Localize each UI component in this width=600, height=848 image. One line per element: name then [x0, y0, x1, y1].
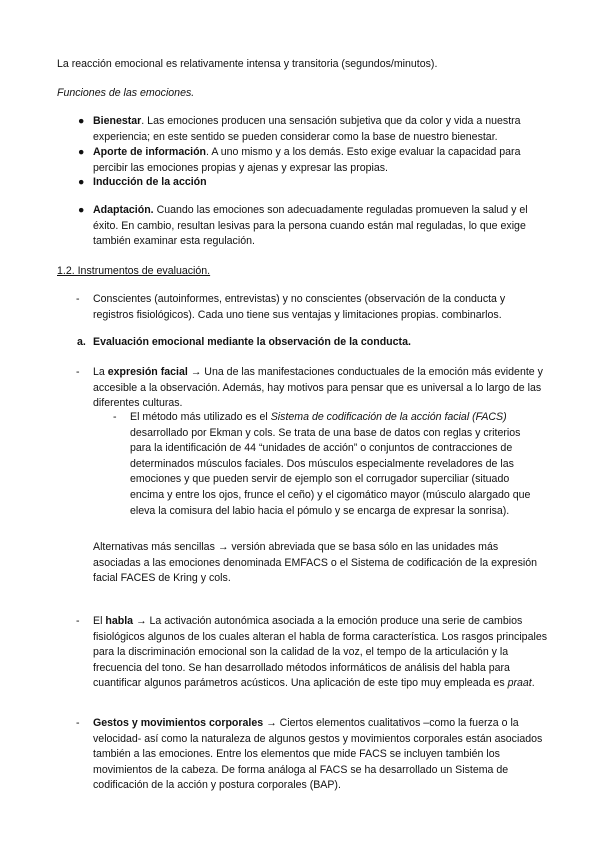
funciones-title: [57, 86, 547, 102]
funcion-title: Inducción de la acción: [93, 176, 207, 188]
bullet-icon: ●: [78, 115, 85, 127]
habla-pre: El: [93, 615, 106, 627]
dash-marker: -: [113, 411, 117, 423]
instrumentos-item: Conscientes (autoinformes, entrevistas) y no conscientes (observación de la conducta y registros fisiológicos). Cada uno tiene sus ventajas y limitaciones propias. combinarlos.: [93, 293, 506, 321]
habla-title: habla: [105, 615, 134, 627]
funcion-title: Bienestar: [93, 115, 142, 127]
habla-end: .: [531, 677, 535, 690]
funcion-text: . Las emociones producen una sensación subjetiva que da color y vida a nuestra experiencia; en este sentido se pueden considerar como la base de nuestro bienestar.: [93, 115, 521, 143]
funcion-adaptacion: [93, 203, 548, 250]
bullet-icon: ●: [78, 204, 85, 216]
facs-pre: El método más utilizado es el: [130, 411, 271, 423]
gestos-item: [93, 716, 548, 794]
facs-italic: Sistema de codificación de la acción facial (FACS): [270, 411, 507, 423]
funcion-text: . A uno mismo y a los demás. Esto exige evaluar la capacidad para percibir las emociones propias y ajenas y expresar las propias.: [93, 146, 521, 174]
sub-a-label: a.: [77, 336, 86, 348]
section-heading: 1.2. Instrumentos de evaluación.: [57, 265, 211, 277]
habla-item: [93, 614, 548, 692]
habla-text: → La activación autonómica asociada a la emoción produce una serie de cambios fisiológicos algunos de los cuales alteran el habla de forma característica. Los rasgos principales para la discriminación emocional son la calidad de la voz, el tempo de la articulación y la frecuencia del tono. Se han desarrollado métodos informáticos de análisis del habla para cuantificar algunos parámetros acústicos. Una aplicación de este tipo muy empleada es: [93, 615, 548, 690]
habla-italic: praat: [507, 677, 532, 690]
funcion-title: Adaptación.: [93, 204, 154, 216]
facs-item: [130, 410, 540, 519]
gestos-title: Gestos y movimientos corporales: [93, 717, 264, 729]
alternativas-paragraph: Alternativas más sencillas → versión abreviada que se basa sólo en las unidades más asociadas a las emociones denominada EMFACS o el Sistema de codificación de la expresión facial FACES de Kring y cols.: [93, 541, 538, 585]
dash-marker: -: [76, 366, 80, 378]
expresion-facial-item: [93, 365, 548, 412]
facial-title: expresión facial: [107, 366, 188, 378]
funcion-bienestar: [93, 114, 548, 145]
sub-a-title: Evaluación emocional mediante la observación de la conducta.: [93, 336, 411, 348]
gestos-text: → Ciertos elementos cualitativos –como la fuerza o la velocidad- así como la naturaleza de algunos gestos y movimientos corporales están asociados también a las emociones. Entre los elementos que mide FACS se incluyen también los movimientos de la cabeza. De forma análoga al FACS se ha desarrollado un Sistema de codificación de la acción y postura corporales (BAP).: [93, 717, 543, 792]
funcion-induccion: [93, 175, 548, 191]
facial-text: → Una de las manifestaciones conductuales de la emoción más evidente y accesible a la observación. Además, hay motivos para pensar que es universal a lo largo de las diferentes culturas.: [93, 366, 543, 410]
intro-paragraph: La reacción emocional es relativamente intensa y transitoria (segundos/minutos).: [57, 58, 438, 70]
funcion-informacion: [93, 145, 548, 176]
funcion-text: Cuando las emociones son adecuadamente reguladas promueven la salud y el éxito. En cambio, resultan lesivas para la persona cuando están mal reguladas, lo que exige también examinar esta regulación.: [93, 204, 528, 248]
facs-post: desarrollado por Ekman y cols. Se trata de una base de datos con reglas y criterios para la identificación de 44 “unidades de acción” o conjuntos de contracciones de determinados músculos faciales. Dos músculos especialmente reveladores de las emociones y que pueden servir de ejemplo son el corrugador superciliar (situado encima y entre los ojos, frunce el ceño) y el cigomático mayor (músculo alargado que eleva la comisura del labio hacia el pómulo y se encarga de expresar la sonrisa).: [130, 426, 531, 517]
dash-marker: -: [76, 615, 80, 627]
bullet-icon: ●: [78, 146, 85, 158]
funcion-title: Aporte de información: [93, 146, 207, 158]
sub-a-heading: [93, 335, 548, 351]
bullet-icon: ●: [78, 176, 85, 188]
facial-pre: La: [93, 366, 108, 378]
dash-marker: -: [76, 717, 80, 729]
funciones-title-text: Funciones de las emociones.: [57, 87, 195, 99]
dash-marker: -: [76, 293, 80, 305]
